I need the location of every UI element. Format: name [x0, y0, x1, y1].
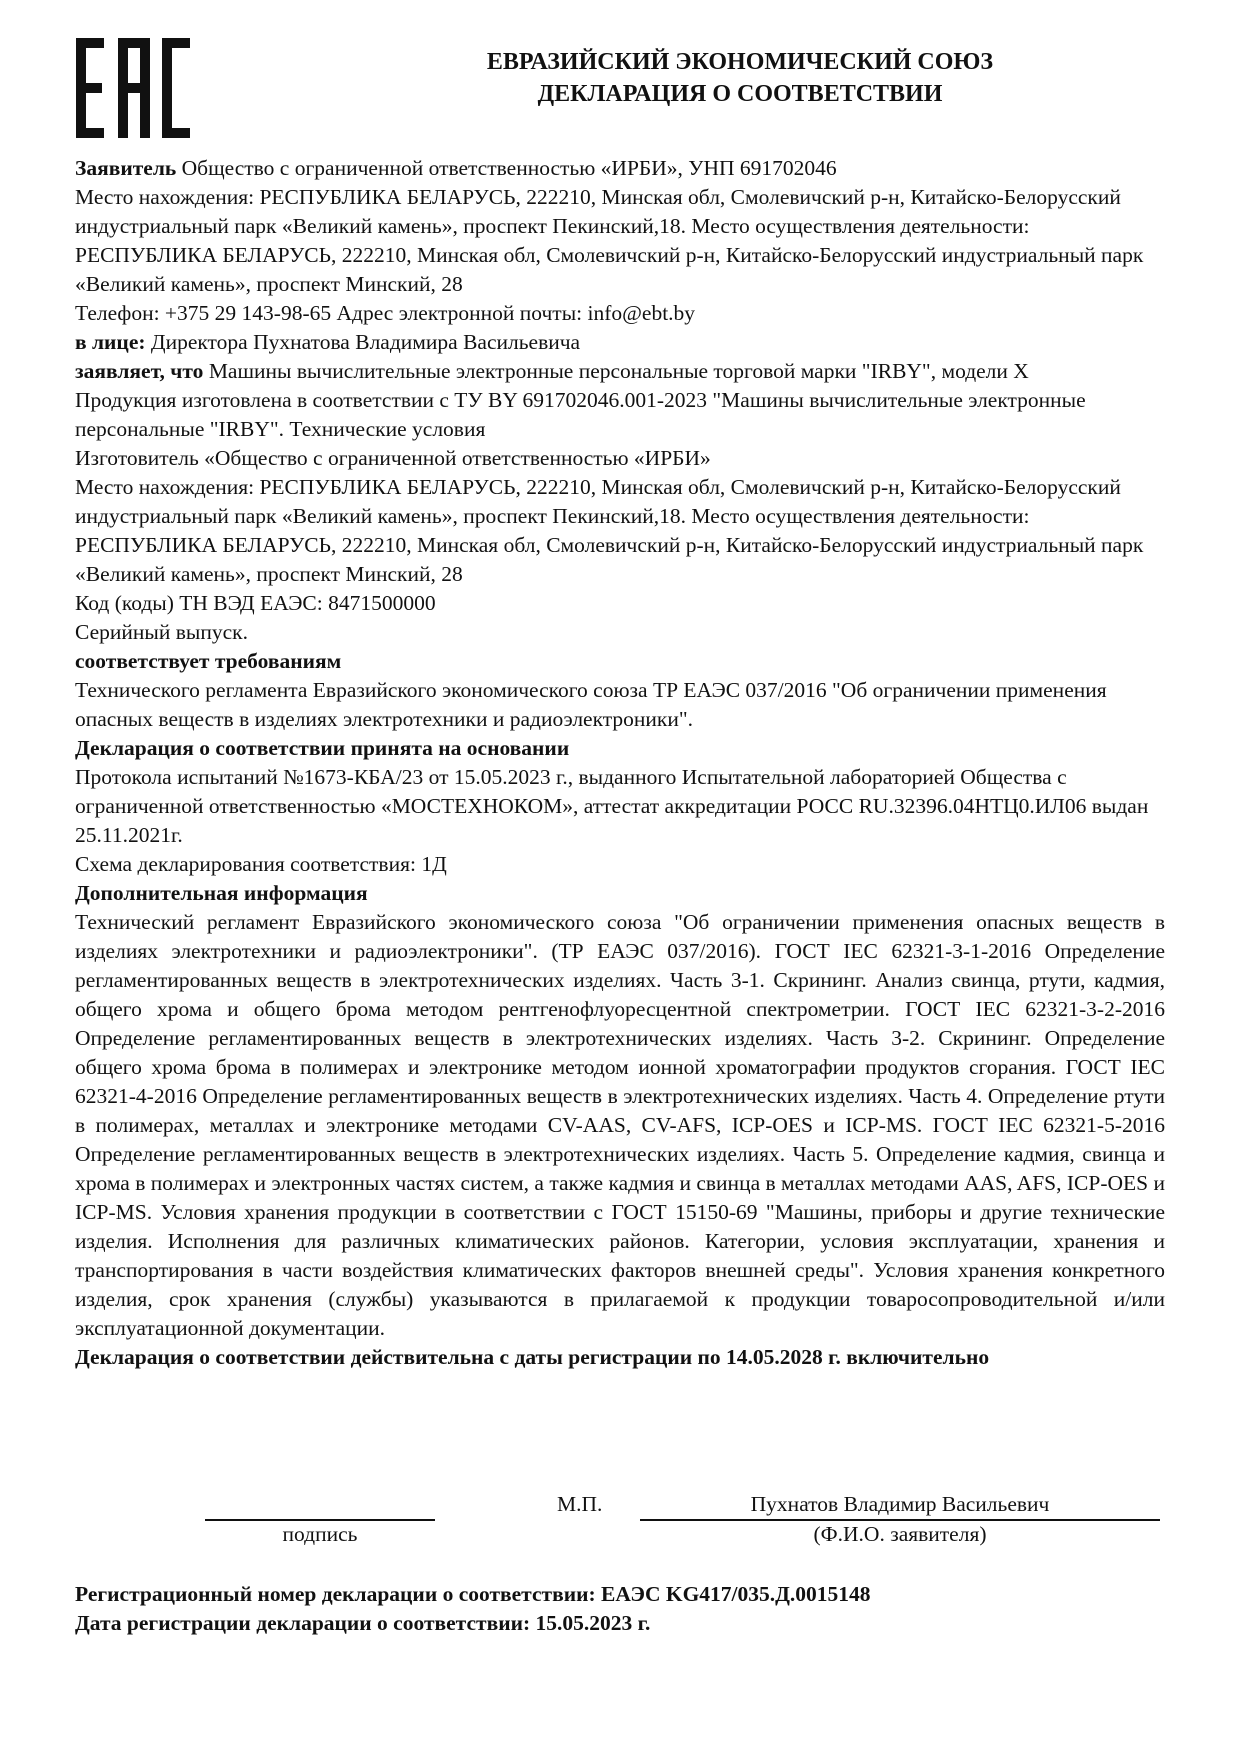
- registration-block: [75, 1580, 871, 1638]
- representative-line: [75, 328, 1165, 357]
- product-code: Код (коды) ТН ВЭД ЕАЭС: 8471500000: [75, 591, 436, 615]
- signature-block: [0, 1488, 1241, 1548]
- stamp-place: М.П.: [557, 1492, 603, 1516]
- product-standard: Продукция изготовлена в соответствии с ТУ BY 691702046.001-2023 "Машины вычислительные электронные персональные "IRBY". Технические условия: [75, 388, 1086, 441]
- basis-scheme: Схема декларирования соответствия: 1Д: [75, 852, 447, 876]
- basis-value: Протокола испытаний №1673-КБА/23 от 15.05.2023 г., выданного Испытательной лабораторией Общества с ограниченной ответственностью «МОСТЕХНОКОМ», аттестат аккредитации РОСС RU.32396.04НТЦ0.ИЛ06 выдан 25.11.2021г.: [75, 765, 1149, 847]
- validity-statement: Декларация о соответствии действительна с даты регистрации по 14.05.2028 г. включительно: [75, 1345, 990, 1369]
- applicant-name: Общество с ограниченной ответственностью «ИРБИ», УНП 691702046: [176, 156, 837, 180]
- registration-date: Дата регистрации декларации о соответствии: 15.05.2023 г.: [75, 1611, 651, 1635]
- applicant-contacts: Телефон: +375 29 143-98-65 Адрес электронной почты: info@ebt.by: [75, 301, 696, 325]
- name-label: (Ф.И.О. заявителя): [813, 1522, 987, 1546]
- document-header: [300, 46, 1180, 110]
- eac-mark-icon: [76, 38, 192, 138]
- signature-label: подпись: [282, 1522, 358, 1546]
- manufacturer-line: Изготовитель «Общество с ограниченной ответственностью «ИРБИ»: [75, 446, 711, 470]
- declares-line: [75, 357, 1165, 386]
- signature-line: [205, 1519, 435, 1521]
- additional-value: Технический регламент Евразийского экономического союза "Об ограничении применения опасных веществ в изделиях электротехники и радиоэлектроники". (ТР ЕАЭС 037/2016). ГОСТ IEC 62321-3-1-2016 Определение регламентированных веществ в электротехнических изделиях. Часть 3-1. Скрининг. Анализ свинца, ртути, кадмия, общего хрома и общего брома методом рентгенофлуоресцентной спектрометрии. ГОСТ IEC 62321-3-2-2016 Определение регламентированных веществ в электротехнических изделиях. Часть 3-2. Скрининг. Определение общего хрома брома в полимерах и электронике методом ионной хроматографии продуктов сгорания. ГОСТ IEC 62321-4-2016 Определение регламентированных веществ в электротехнических изделиях. Часть 4. Определение ртути в полимерах, металлах и электронике методами CV-AAS, CV-AFS, ICP-OES и ICP-MS. ГОСТ IEC 62321-5-2016 Определение регламентированных веществ в электротехнических изделиях. Часть 5. Определение кадмия, свинца и хрома в полимерах и электронных частях систем, а также кадмия и свинца в металлах методами AAS, AFS, ICP-OES и ICP-MS. Условия хранения продукции в соответствии с ГОСТ 15150-69 "Машины, приборы и другие технические изделия. Исполнения для различных климатических районов. Категории, условия эксплуатации, хранения и транспортирования в части воздействия климатических факторов внешней среды". Условия хранения конкретного изделия, срок хранения (службы) указываются в прилагаемой к продукции товаросопроводительной и/или эксплуатационной документации.: [75, 910, 1165, 1340]
- header-union-title: ЕВРАЗИЙСКИЙ ЭКОНОМИЧЕСКИЙ СОЮЗ: [486, 49, 994, 75]
- applicant-address: Место нахождения: РЕСПУБЛИКА БЕЛАРУСЬ, 222210, Минская обл, Смолевичский р-н, Китайско-Белорусский индустриальный парк «Великий камень», проспект Пекинский,18. Место осуществления деятельности: РЕСПУБЛИКА БЕЛАРУСЬ, 222210, Минская обл, Смолевичский р-н, Китайско-Белорусский индустриальный парк «Великий камень», проспект Минский, 28: [75, 185, 1144, 296]
- product-series: Серийный выпуск.: [75, 620, 248, 644]
- declares-label: заявляет, что: [75, 359, 204, 383]
- name-line: [640, 1519, 1160, 1521]
- representative-value: Директора Пухнатова Владимира Васильевича: [145, 330, 581, 354]
- applicant-line: [75, 154, 1165, 183]
- manufacturer-address: Место нахождения: РЕСПУБЛИКА БЕЛАРУСЬ, 222210, Минская обл, Смолевичский р-н, Китайско-Белорусский индустриальный парк «Великий камень», проспект Пекинский,18. Место осуществления деятельности: РЕСПУБЛИКА БЕЛАРУСЬ, 222210, Минская обл, Смолевичский р-н, Китайско-Белорусский индустриальный парк «Великий камень», проспект Минский, 28: [75, 475, 1144, 586]
- registration-number: Регистрационный номер декларации о соответствии: ЕАЭС KG417/035.Д.0015148: [75, 1582, 871, 1606]
- representative-label: в лице:: [75, 330, 146, 354]
- applicant-label: Заявитель: [75, 156, 177, 180]
- requirements-value: Технического регламента Евразийского экономического союза ТР ЕАЭС 037/2016 "Об ограничении применения опасных веществ в изделиях электротехники и радиоэлектроники".: [75, 678, 1107, 731]
- header-declaration-title: ДЕКЛАРАЦИЯ О СООТВЕТСТВИИ: [537, 81, 943, 107]
- requirements-label: соответствует требованиям: [75, 649, 342, 673]
- declares-value: Машины вычислительные электронные персональные торговой марки "IRBY", модели X: [203, 359, 1029, 383]
- additional-label: Дополнительная информация: [75, 881, 368, 905]
- declaration-body: [75, 154, 1165, 1372]
- applicant-full-name: Пухнатов Владимир Васильевич: [750, 1492, 1050, 1516]
- basis-label: Декларация о соответствии принята на основании: [75, 736, 570, 760]
